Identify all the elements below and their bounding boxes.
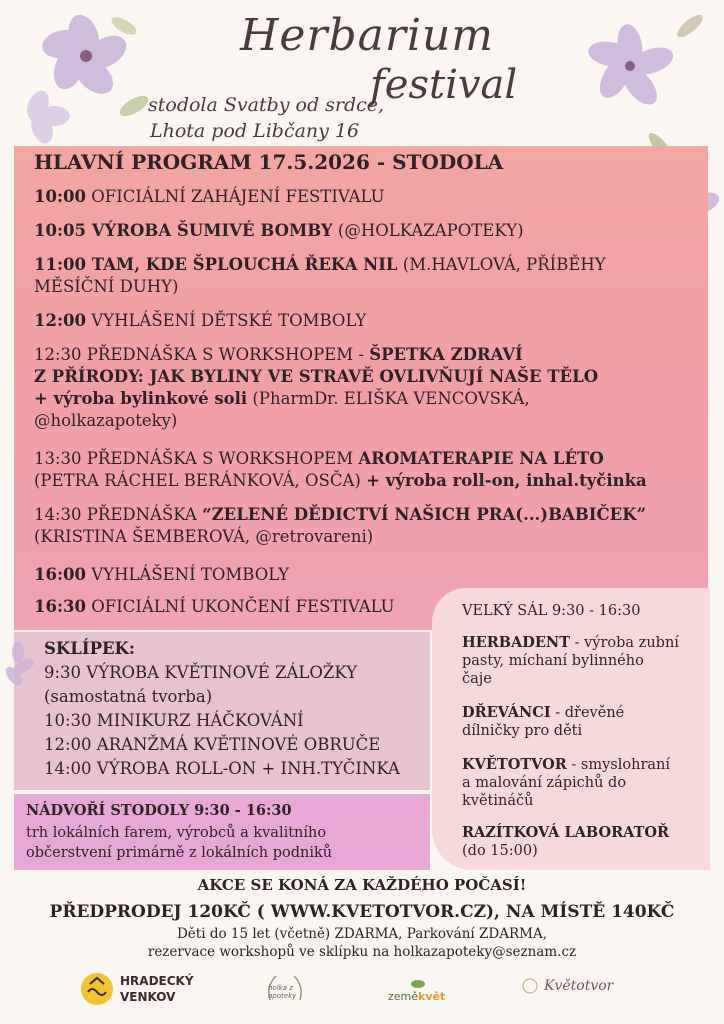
entry-desc: pasty, míchaní bylinného — [462, 653, 644, 669]
entry-desc: (do 15:00) — [462, 843, 538, 859]
entry-desc: květináčů — [462, 793, 534, 809]
footer-weather-note: AKCE SE KONÁ ZA KAŽDÉHO POČASÍ! — [197, 876, 527, 894]
program-text: VYHLÁŠENÍ DĚTSKÉ TOMBOLY — [86, 311, 367, 330]
program-item — [34, 220, 674, 242]
velky-sal-entry — [462, 824, 702, 860]
program-text: (@HOLKAZAPOTEKY) — [332, 221, 524, 240]
program-text-bold: AROMATERAPIE NA LÉTO — [358, 449, 604, 468]
entry-desc: dílničky pro děti — [462, 723, 583, 739]
sklipek-line: 10:30 MINIKURZ HÁČKOVÁNÍ — [44, 711, 304, 730]
sklipek-heading: SKLÍPEK: — [44, 639, 135, 658]
program-text: 12:30 PŘEDNÁŠKA S WORKSHOPEM - — [34, 345, 370, 364]
zemekvet-text — [388, 990, 445, 1003]
program-text: (M.HAVLOVÁ, PŘÍBĚHY — [397, 255, 606, 274]
logo-kvetotvor — [520, 972, 614, 1004]
program-text: (KRISTINA ŠEMBEROVÁ, @retrovareni) — [34, 527, 374, 546]
velky-sal-heading: VELKÝ SÁL 9:30 - 16:30 — [462, 603, 641, 619]
program-time: 12:00 — [34, 311, 87, 330]
program-text-bold: “ZELENÉ DĚDICTVÍ NAŠICH PRA(...)BABIČEK” — [202, 505, 647, 524]
sklipek-line: 14:00 VÝROBA ROLL-ON + INH.TYČINKA — [44, 759, 400, 778]
flower-outline-icon — [520, 976, 540, 996]
logo-zemekvet — [388, 978, 448, 1008]
festival-title: Herbarium — [240, 10, 495, 61]
logo-holka-z-apoteky — [262, 970, 312, 1010]
nadvori-heading: NÁDVOŘÍ STODOLY 9:30 - 16:30 — [26, 802, 292, 819]
holka-logo-text: holka z apoteky — [268, 984, 297, 1000]
hradecky-text-2: VENKOV — [120, 990, 176, 1004]
program-text: (PharmDr. ELIŠKA VENCOVSKÁ, — [247, 389, 530, 408]
entry-name: KVĚTOTVOR — [462, 756, 567, 773]
program-text: @holkazapoteky) — [34, 411, 178, 430]
program-item — [34, 254, 674, 298]
entry-desc: - smyslohraní — [566, 757, 670, 773]
program-text: (PETRA RÁCHEL BERÁNKOVÁ, OSČA) — [34, 471, 367, 490]
main-program-heading: HLAVNÍ PROGRAM 17.5.2026 - STODOLA — [34, 150, 504, 174]
entry-name: RAZÍTKOVÁ LABORATOŘ — [462, 824, 670, 841]
flower-decoration-top-left — [14, 6, 164, 146]
flower-decoration-left — [4, 636, 34, 716]
hradecky-venkov-icon — [80, 972, 114, 1006]
program-text: VYHLÁŠENÍ TOMBOLY — [86, 565, 290, 584]
footer-reservation: rezervace workshopů ve sklípku na holkazapoteky@seznam.cz — [147, 944, 577, 960]
program-text: 14:30 PŘEDNÁŠKA — [34, 505, 203, 524]
velky-sal-entry — [462, 634, 702, 688]
program-time: 16:30 — [34, 597, 87, 616]
program-text-bold: ŠPETKA ZDRAVÍ — [369, 345, 523, 364]
program-item — [34, 448, 674, 492]
program-time: 16:00 — [34, 565, 87, 584]
program-text: OFICIÁLNÍ ZAHÁJENÍ FESTIVALU — [86, 187, 385, 206]
program-text: MĚSÍČNÍ DUHY) — [34, 277, 179, 296]
hradecky-text-1: HRADECKÝ — [120, 974, 194, 988]
sklipek-line: 12:00 ARANŽMÁ KVĚTINOVÉ OBRUČE — [44, 735, 381, 754]
footer-free-entry: Děti do 15 let (včetně) ZDARMA, Parkování ZDARMA, — [176, 926, 548, 942]
program-text-bold: 11:00 TAM, KDE ŠPLOUCHÁ ŘEKA NIL — [34, 255, 398, 274]
kvetotvor-text: Květotvor — [544, 978, 614, 994]
logo-hradecky-venkov — [80, 970, 200, 1010]
program-item — [34, 504, 674, 548]
leaf-icon — [410, 978, 426, 990]
program-time: 10:00 — [34, 187, 87, 206]
entry-desc: a malování zápichů do — [462, 775, 627, 791]
festival-subtitle: festival — [370, 62, 518, 108]
program-text: OFICIÁLNÍ UKONČENÍ FESTIVALU — [86, 597, 395, 616]
sklipek-line: 9:30 VÝROBA KVĚTINOVÉ ZÁLOŽKY — [44, 663, 358, 682]
program-item — [34, 186, 674, 208]
program-text: 13:30 PŘEDNÁŠKA S WORKSHOPEM — [34, 449, 359, 468]
program-text-bold: + výroba roll-on, inhal.tyčinka — [366, 471, 647, 490]
zemekvet-text-b: květ — [418, 990, 446, 1003]
program-item — [34, 310, 674, 332]
nadvori-text-line-1: trh lokálních farem, výrobců a kvalitního — [26, 825, 327, 841]
velky-sal-entry — [462, 704, 702, 740]
sklipek-line: (samostatná tvorba) — [44, 687, 213, 706]
entry-desc: čaje — [462, 671, 492, 687]
program-text-bold: 10:05 VÝROBA ŠUMIVÉ BOMBY — [34, 221, 333, 240]
velky-sal-entry — [462, 756, 702, 810]
entry-name: HERBADENT — [462, 634, 570, 651]
venue-line-2: Lhota pod Libčany 16 — [150, 120, 360, 142]
entry-name: DŘEVÁNCI — [462, 704, 551, 721]
program-item — [34, 344, 674, 432]
program-text-bold: Z PŘÍRODY: JAK BYLINY VE STRAVĚ OVLIVŇUJÍ NAŠE TĚLO — [34, 367, 599, 386]
entry-desc: - dřevěné — [550, 705, 625, 721]
entry-desc: - výroba zubní — [569, 635, 679, 651]
venue-line-1: stodola Svatby od srdce, — [148, 94, 385, 116]
zemekvet-text-a: země — [388, 990, 419, 1003]
program-text-bold: + výroba bylinkové soli — [34, 389, 248, 408]
footer-prices: PŘEDPRODEJ 120KČ ( WWW.KVETOTVOR.CZ), NA MÍSTĚ 140KČ — [49, 902, 675, 922]
nadvori-text-line-2: občerstvení primárně z lokálních podniků — [26, 845, 333, 861]
program-item — [34, 564, 674, 586]
